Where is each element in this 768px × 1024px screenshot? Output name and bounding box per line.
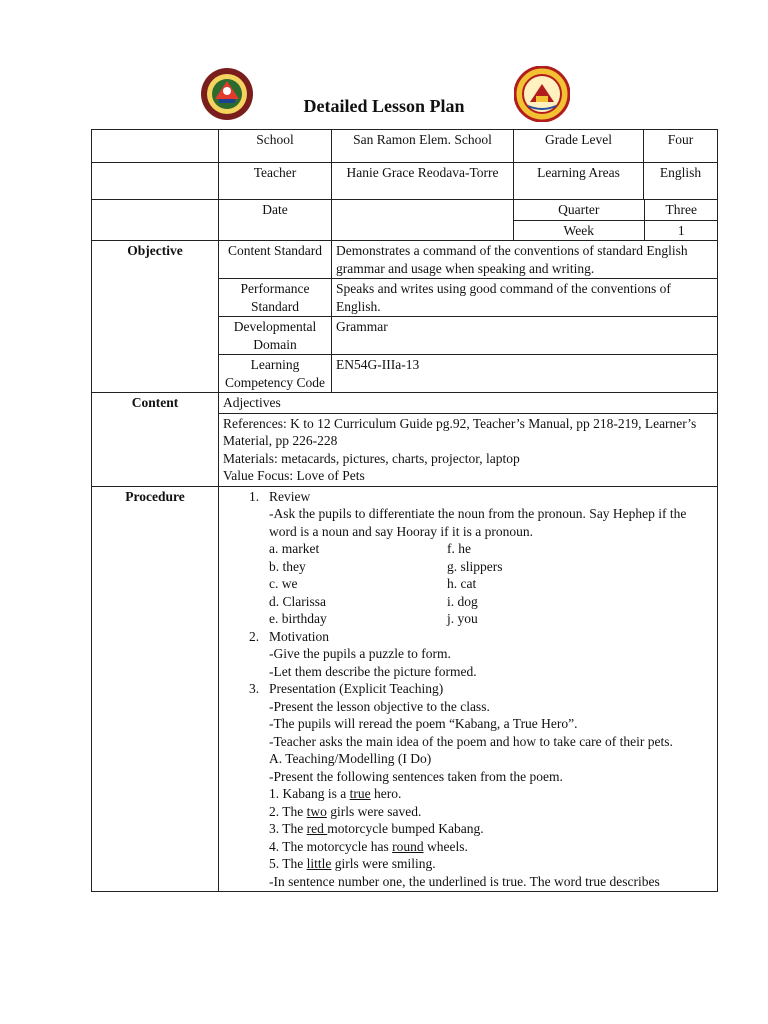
materials-text: Materials: metacards, pictures, charts, projector, laptop	[223, 450, 520, 466]
grade-value: Four	[644, 130, 718, 163]
motivation-line-2: -Let them describe the picture formed.	[269, 663, 477, 679]
word-item: b. they	[269, 558, 306, 574]
grade-label: Grade Level	[514, 130, 644, 163]
content-heading: Content	[92, 393, 219, 487]
date-row	[92, 200, 718, 241]
example-sentence: 4. The motorcycle has round wheels.	[269, 838, 468, 854]
underlined-adjective: red	[306, 821, 328, 836]
date-label: Date	[219, 200, 332, 241]
domain-label: Developmental Domain	[219, 317, 332, 355]
review-item: 1. Review	[249, 488, 311, 504]
performance-standard-label: Performance Standard	[219, 279, 332, 317]
learning-areas-label: Learning Areas	[514, 163, 644, 200]
word-pair	[225, 540, 713, 558]
content-standard-text: Demonstrates a command of the conventions of standard English grammar and usage when speaking and writing.	[332, 241, 718, 279]
example-sentence: 1. Kabang is a true hero.	[269, 786, 402, 801]
word-list	[225, 540, 713, 628]
performance-standard-text: Speaks and writes using good command of the conventions of English.	[332, 279, 718, 317]
competency-text: EN54G-IIIa-13	[332, 355, 718, 393]
modelling-heading: A. Teaching/Modelling (I Do)	[269, 751, 432, 766]
word-item: f. he	[447, 541, 471, 556]
quarter-week-table	[514, 200, 718, 240]
review-text: -Ask the pupils to differentiate the noun from the pronoun. Say Hephep if the word is a noun and say Hooray if it is a pronoun.	[269, 506, 687, 539]
motivation-line-1: -Give the pupils a puzzle to form.	[269, 646, 451, 661]
word-item: a. market	[269, 541, 320, 556]
underlined-adjective: two	[306, 803, 327, 819]
date-value	[332, 200, 514, 241]
word-pair	[225, 558, 713, 576]
presentation-line-2: -The pupils will reread the poem “Kabang, a True Hero”.	[269, 716, 578, 731]
word-pair	[225, 610, 713, 628]
objective-heading: Objective	[92, 241, 219, 393]
word-item: c. we	[269, 576, 298, 591]
modelling-line-1: -Present the following sentences taken from the poem.	[269, 768, 563, 784]
example-sentence: 5. The little girls were smiling.	[269, 856, 436, 871]
teacher-row	[92, 163, 718, 200]
domain-text: Grammar	[332, 317, 718, 355]
presentation-line-1: -Present the lesson objective to the class.	[269, 698, 490, 714]
motivation-item: 2. Motivation	[249, 628, 329, 644]
procedure-heading: Procedure	[92, 486, 219, 892]
quarter-week-cell	[514, 200, 718, 241]
procedure-cell	[219, 486, 718, 892]
blank-cell	[92, 130, 219, 163]
content-standard-row	[92, 241, 718, 279]
underlined-adjective: true	[349, 786, 371, 801]
school-label: School	[219, 130, 332, 163]
sentence-list	[225, 785, 713, 873]
teacher-label: Teacher	[219, 163, 332, 200]
quarter-label: Quarter	[558, 202, 600, 217]
word-pair	[225, 575, 713, 593]
underlined-adjective: little	[306, 856, 332, 871]
example-sentence: 3. The red motorcycle bumped Kabang.	[269, 821, 484, 836]
value-focus-text: Value Focus: Love of Pets	[223, 468, 365, 483]
word-item: j. you	[447, 611, 478, 626]
word-item: g. slippers	[447, 558, 503, 574]
competency-label: Learning Competency Code	[219, 355, 332, 393]
school-value: San Ramon Elem. School	[332, 130, 514, 163]
word-item: d. Clarissa	[269, 593, 326, 609]
week-label: Week	[514, 220, 644, 240]
closing-line: -In sentence number one, the underlined is true. The word true describes	[269, 873, 660, 889]
presentation-line-3: -Teacher asks the main idea of the poem and how to take care of their pets.	[269, 733, 673, 749]
blank-cell	[92, 200, 219, 241]
underlined-adjective: round	[392, 838, 424, 854]
teacher-value: Hanie Grace Reodava-Torre	[332, 163, 514, 200]
references-cell	[219, 413, 718, 486]
references-text: References: K to 12 Curriculum Guide pg.92, Teacher’s Manual, pp 218-219, Learner’s Material, pp 226-228	[223, 415, 697, 448]
content-row	[92, 393, 718, 414]
example-sentence: 2. The two girls were saved.	[269, 803, 422, 819]
word-item: e. birthday	[269, 611, 327, 626]
lesson-plan-table	[91, 129, 718, 892]
week-value: 1	[644, 220, 718, 240]
word-item: i. dog	[447, 593, 478, 609]
procedure-row	[92, 486, 718, 892]
page-title: Detailed Lesson Plan	[303, 96, 465, 116]
school-row	[92, 130, 718, 163]
quarter-value: Three	[644, 200, 718, 220]
word-item: h. cat	[447, 576, 477, 591]
content-topic: Adjectives	[219, 393, 718, 414]
content-standard-label: Content Standard	[219, 241, 332, 279]
word-pair	[225, 593, 713, 611]
presentation-item: 3. Presentation (Explicit Teaching)	[249, 681, 444, 696]
blank-cell	[92, 163, 219, 200]
learning-areas-value: English	[644, 163, 718, 200]
